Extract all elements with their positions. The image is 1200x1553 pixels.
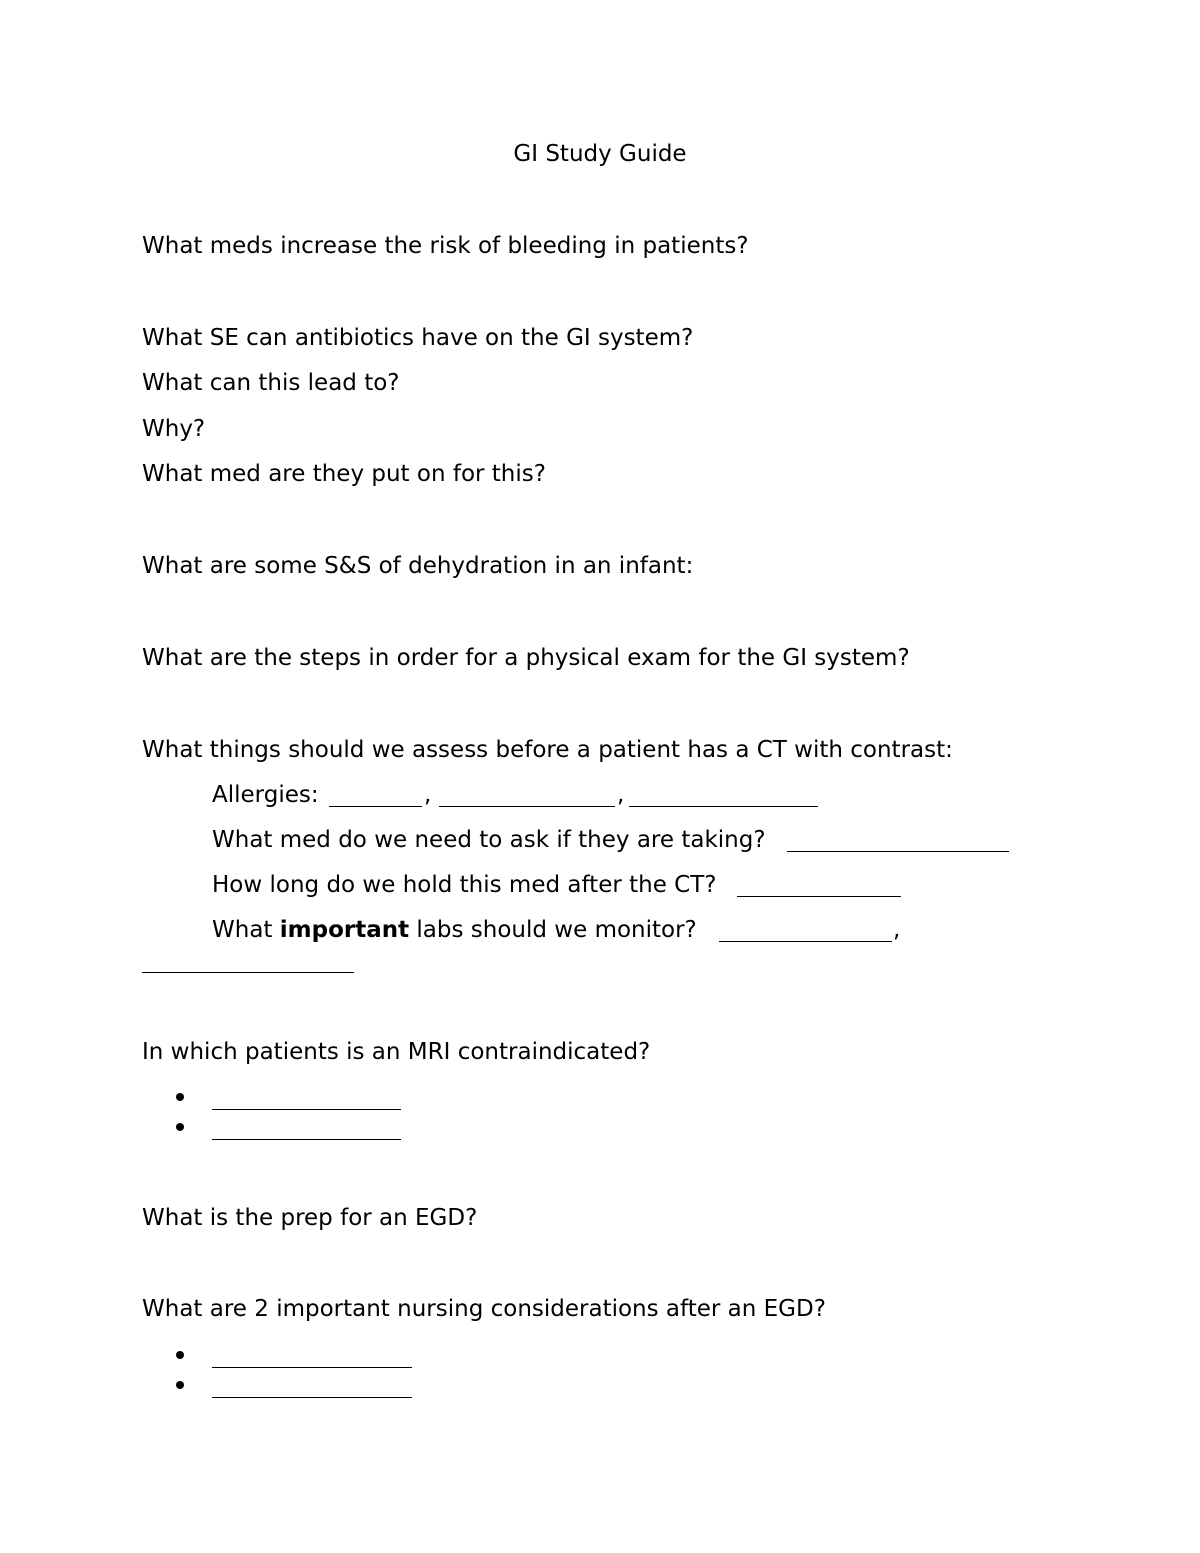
labs-text-bold: important [279,917,410,943]
comma: , [893,917,901,943]
page-title: GI Study Guide [513,141,687,167]
question-important-labs [212,919,697,942]
question-why: Why? [142,416,206,442]
med-taking-blank [787,851,1009,852]
question-hold-med: How long do we hold this med after the CT? [212,872,717,898]
allergy-blank-1 [329,806,422,807]
bullet [176,1093,184,1101]
question-bleeding-meds: What meds increase the risk of bleeding in patients? [142,233,749,259]
allergies-label: Allergies: [212,782,319,808]
question-ct-contrast: What things should we assess before a patient has a CT with contrast: [142,737,953,763]
labs-text-post: labs should we monitor? [409,917,697,943]
question-mri-contraindicated: In which patients is an MRI contraindicated? [142,1039,651,1065]
mri-blank-2 [212,1139,401,1140]
question-egd-nursing: What are 2 important nursing considerations after an EGD? [142,1296,826,1322]
allergy-blank-3 [629,806,818,807]
mri-blank-1 [212,1109,401,1110]
question-physical-exam-steps: What are the steps in order for a physical exam for the GI system? [142,645,910,671]
question-egd-prep: What is the prep for an EGD? [142,1205,478,1231]
bullet [176,1123,184,1131]
hold-med-blank [737,896,901,897]
egd-blank-2 [212,1397,412,1398]
allergy-blank-2 [439,806,615,807]
question-dehydration-infant: What are some S&S of dehydration in an infant: [142,553,694,579]
comma: , [424,782,432,808]
labs-blank-2 [142,972,354,973]
bullet [176,1381,184,1389]
bullet [176,1351,184,1359]
question-med-for-this: What med are they put on for this? [142,461,546,487]
question-antibiotics-se: What SE can antibiotics have on the GI system? [142,325,694,351]
egd-blank-1 [212,1367,412,1368]
labs-text-pre: What [212,917,280,943]
labs-blank-1 [719,941,892,942]
question-lead-to: What can this lead to? [142,370,400,396]
question-med-taking: What med do we need to ask if they are taking? [212,827,766,853]
comma: , [617,782,625,808]
